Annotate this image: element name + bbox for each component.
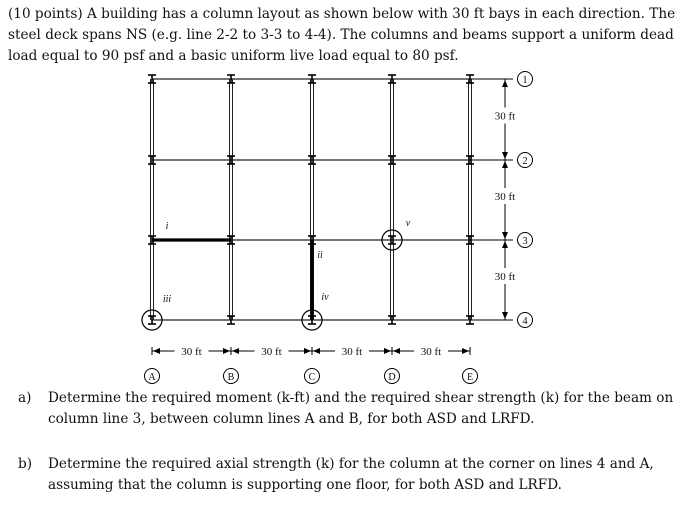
arrow-right xyxy=(304,348,311,354)
question-a-label: a) xyxy=(18,390,32,406)
member-label-v: v xyxy=(405,218,411,229)
member-label-i: i xyxy=(165,221,169,232)
question-b-label: b) xyxy=(18,456,33,472)
arrow-right xyxy=(462,348,469,354)
arrow-down xyxy=(502,312,508,319)
row-label-1: 1 xyxy=(522,74,528,86)
arrow-up xyxy=(502,241,508,248)
horizontal-dimension-label: 30 ft xyxy=(420,346,442,358)
column-label-C: C xyxy=(308,371,316,383)
question-a-text: Determine the required moment (k-ft) and the required shear strength (k) for the beam on column line 3, between column lines A and B, for both ASD and LRFD. xyxy=(48,390,674,427)
question-b xyxy=(18,454,684,496)
arrow-up xyxy=(502,161,508,168)
arrow-left xyxy=(232,348,239,354)
arrow-up xyxy=(502,80,508,87)
horizontal-dimension-label: 30 ft xyxy=(341,346,363,358)
arrow-left xyxy=(313,348,320,354)
member-label-ii: ii xyxy=(317,250,323,261)
arrow-left xyxy=(153,348,160,354)
column-label-E: E xyxy=(466,371,474,383)
arrow-right xyxy=(384,348,391,354)
arrow-left xyxy=(393,348,400,354)
arrow-right xyxy=(223,348,230,354)
member-label-iv: iv xyxy=(321,292,329,303)
vertical-dimension-label: 30 ft xyxy=(494,110,516,123)
arrow-down xyxy=(502,152,508,159)
column-label-D: D xyxy=(388,371,396,383)
row-label-2: 2 xyxy=(522,155,528,167)
arrow-down xyxy=(502,232,508,239)
member-label-iii: iii xyxy=(162,294,172,305)
row-label-4: 4 xyxy=(522,315,528,327)
vertical-dimension-label: 30 ft xyxy=(494,271,516,283)
problem-statement: (10 points) A building has a column layout as shown below with 30 ft bays in each direction. The steel deck spans NS (e.g. line 2-2 to 3-3 to 4-4). The columns and beams support a uniform dead load equal to 90 psf and a basic uniform live load equal to 80 psf. xyxy=(8,6,676,64)
column-label-A: A xyxy=(148,371,156,383)
row-label-3: 3 xyxy=(522,235,528,247)
question-a xyxy=(18,388,684,430)
horizontal-dimension-label: 30 ft xyxy=(181,346,202,358)
column-label-B: B xyxy=(227,371,235,383)
horizontal-dimension-label: 30 ft xyxy=(261,346,282,358)
vertical-dimension-label: 30 ft xyxy=(494,191,516,203)
question-b-text: Determine the required axial strength (k) for the column at the corner on lines 4 and A, assuming that the column is supporting one floor, for both ASD and LRFD. xyxy=(48,456,654,493)
